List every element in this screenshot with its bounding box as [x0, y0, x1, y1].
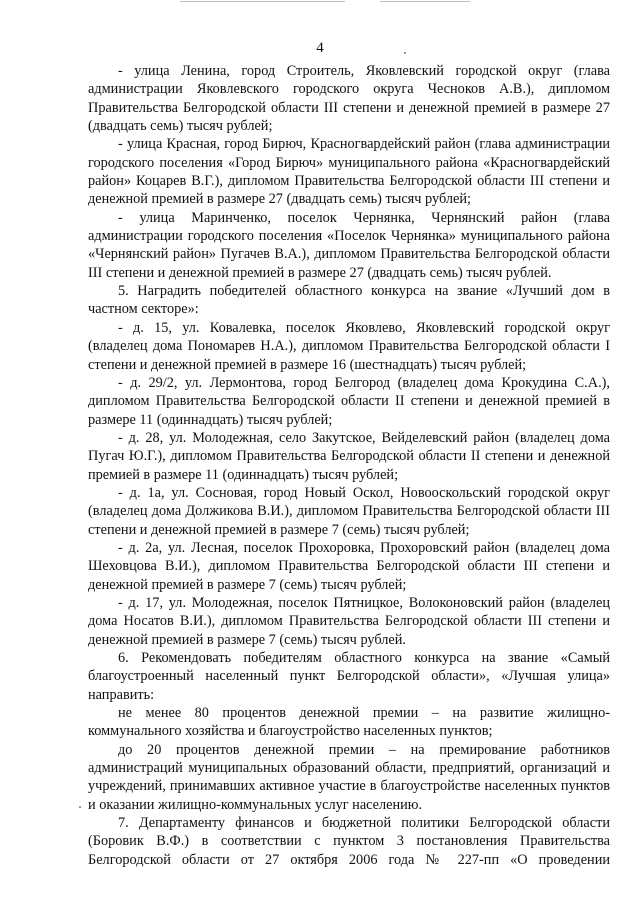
list-item-street-chernyanka: - улица Маринченко, поселок Чернянка, Чернянский район (глава администрации городского поселения «Поселок Чернянка» муниципального района «Чернянский район» Пугачев В.А.), дипломом Правительства Белгородской области III степени и денежной премией в размере 27 (двадцать семь) тысяч рублей. [88, 209, 610, 281]
clause-6-item-bonuses: до 20 процентов денежной премии – на премирование работников администраций муниципальных образований области, предприятий, организаций и учреждений, принимавших активное участие в благоустройстве населенных пунктов и оказании жилищно-коммунальных услуг населению. [88, 741, 610, 813]
scan-speck [79, 806, 81, 808]
list-item-house-zakutskoe: - д. 28, ул. Молодежная, село Закутское, Вейделевский район (владелец дома Пугач Ю.Г.), дипломом Правительства Белгородской области II степени и денежной премией в размере 11 (одиннадцать) тысяч рублей; [88, 429, 610, 483]
clause-6-heading: 6. Рекомендовать победителям областного конкурса на звание «Самый благоустроенный населенный пункт Белгородской области», «Лучшая улица» направить: [88, 650, 610, 703]
clause-7-text: 7. Департаменту финансов и бюджетной политики Белгородской области (Боровик В.Ф.) в соответствии с пунктом 3 постановления Правительства Белгородской области от 27 октября 2006 года № 227-пп «О проведении [88, 815, 610, 868]
list-item-house-pyatnitskoe: - д. 17, ул. Молодежная, поселок Пятницкое, Волоконовский район (владелец дома Носатов В.И.), дипломом Правительства Белгородской области III степени и денежной премией в размере 7 (семь) тысяч рублей. [88, 594, 610, 648]
scan-top-edge [180, 1, 345, 2]
list-item-house-novy-oskol: - д. 1а, ул. Сосновая, город Новый Оскол, Новооскольский городской округ (владелец дома Должикова В.И.), дипломом Правительства Белгородской области III степени и денежной премией в размере 7 (семь) тысяч рублей; [88, 484, 610, 538]
list-item-street-stroitel: - улица Ленина, город Строитель, Яковлевский городской округ (глава администрации Яковлевского городского округа Чесноков А.В.), дипломом Правительства Белгородской области III степени и денежной премией в размере 27 (двадцать семь) тысяч рублей; [88, 63, 610, 135]
clause-6-item-housing: не менее 80 процентов денежной премии – на развитие жилищно-коммунального хозяйства и благоустройство населенных пунктов; [88, 705, 610, 740]
list-item-house-prokhorovka: - д. 2а, ул. Лесная, поселок Прохоровка, Прохоровский район (владелец дома Шеховцова В.И.), дипломом Правительства Белгородской области III степени и денежной премией в размере 7 (семь) тысяч рублей; [88, 539, 610, 593]
document-body [88, 62, 610, 869]
scan-top-edge [380, 1, 470, 2]
list-item-street-biryuch: - улица Красная, город Бирюч, Красногвардейский район (глава администрации городского поселения «Город Бирюч» муниципального района «Красногвардейский район» Коцарев В.Г.), дипломом Правительства Белгородской области III степени и денежной премией в размере 27 (двадцать семь) тысяч рублей; [88, 136, 610, 208]
clause-5-heading: 5. Наградить победителей областного конкурса на звание «Лучший дом в частном секторе»: [88, 283, 610, 318]
scan-speck [404, 52, 406, 54]
list-item-house-yakovlevo: - д. 15, ул. Ковалевка, поселок Яковлево, Яковлевский городской округ (владелец дома Пономарев Н.А.), дипломом Правительства Белгородской области I степени и денежной премией в размере 16 (шестнадцать) тысяч рублей; [88, 319, 610, 373]
page-number: 4 [316, 40, 324, 56]
list-item-house-belgorod: - д. 29/2, ул. Лермонтова, город Белгород (владелец дома Крокудина С.А.), дипломом Правительства Белгородской области II степени и денежной премией в размере 11 (одиннадцать) тысяч рублей; [88, 374, 610, 428]
